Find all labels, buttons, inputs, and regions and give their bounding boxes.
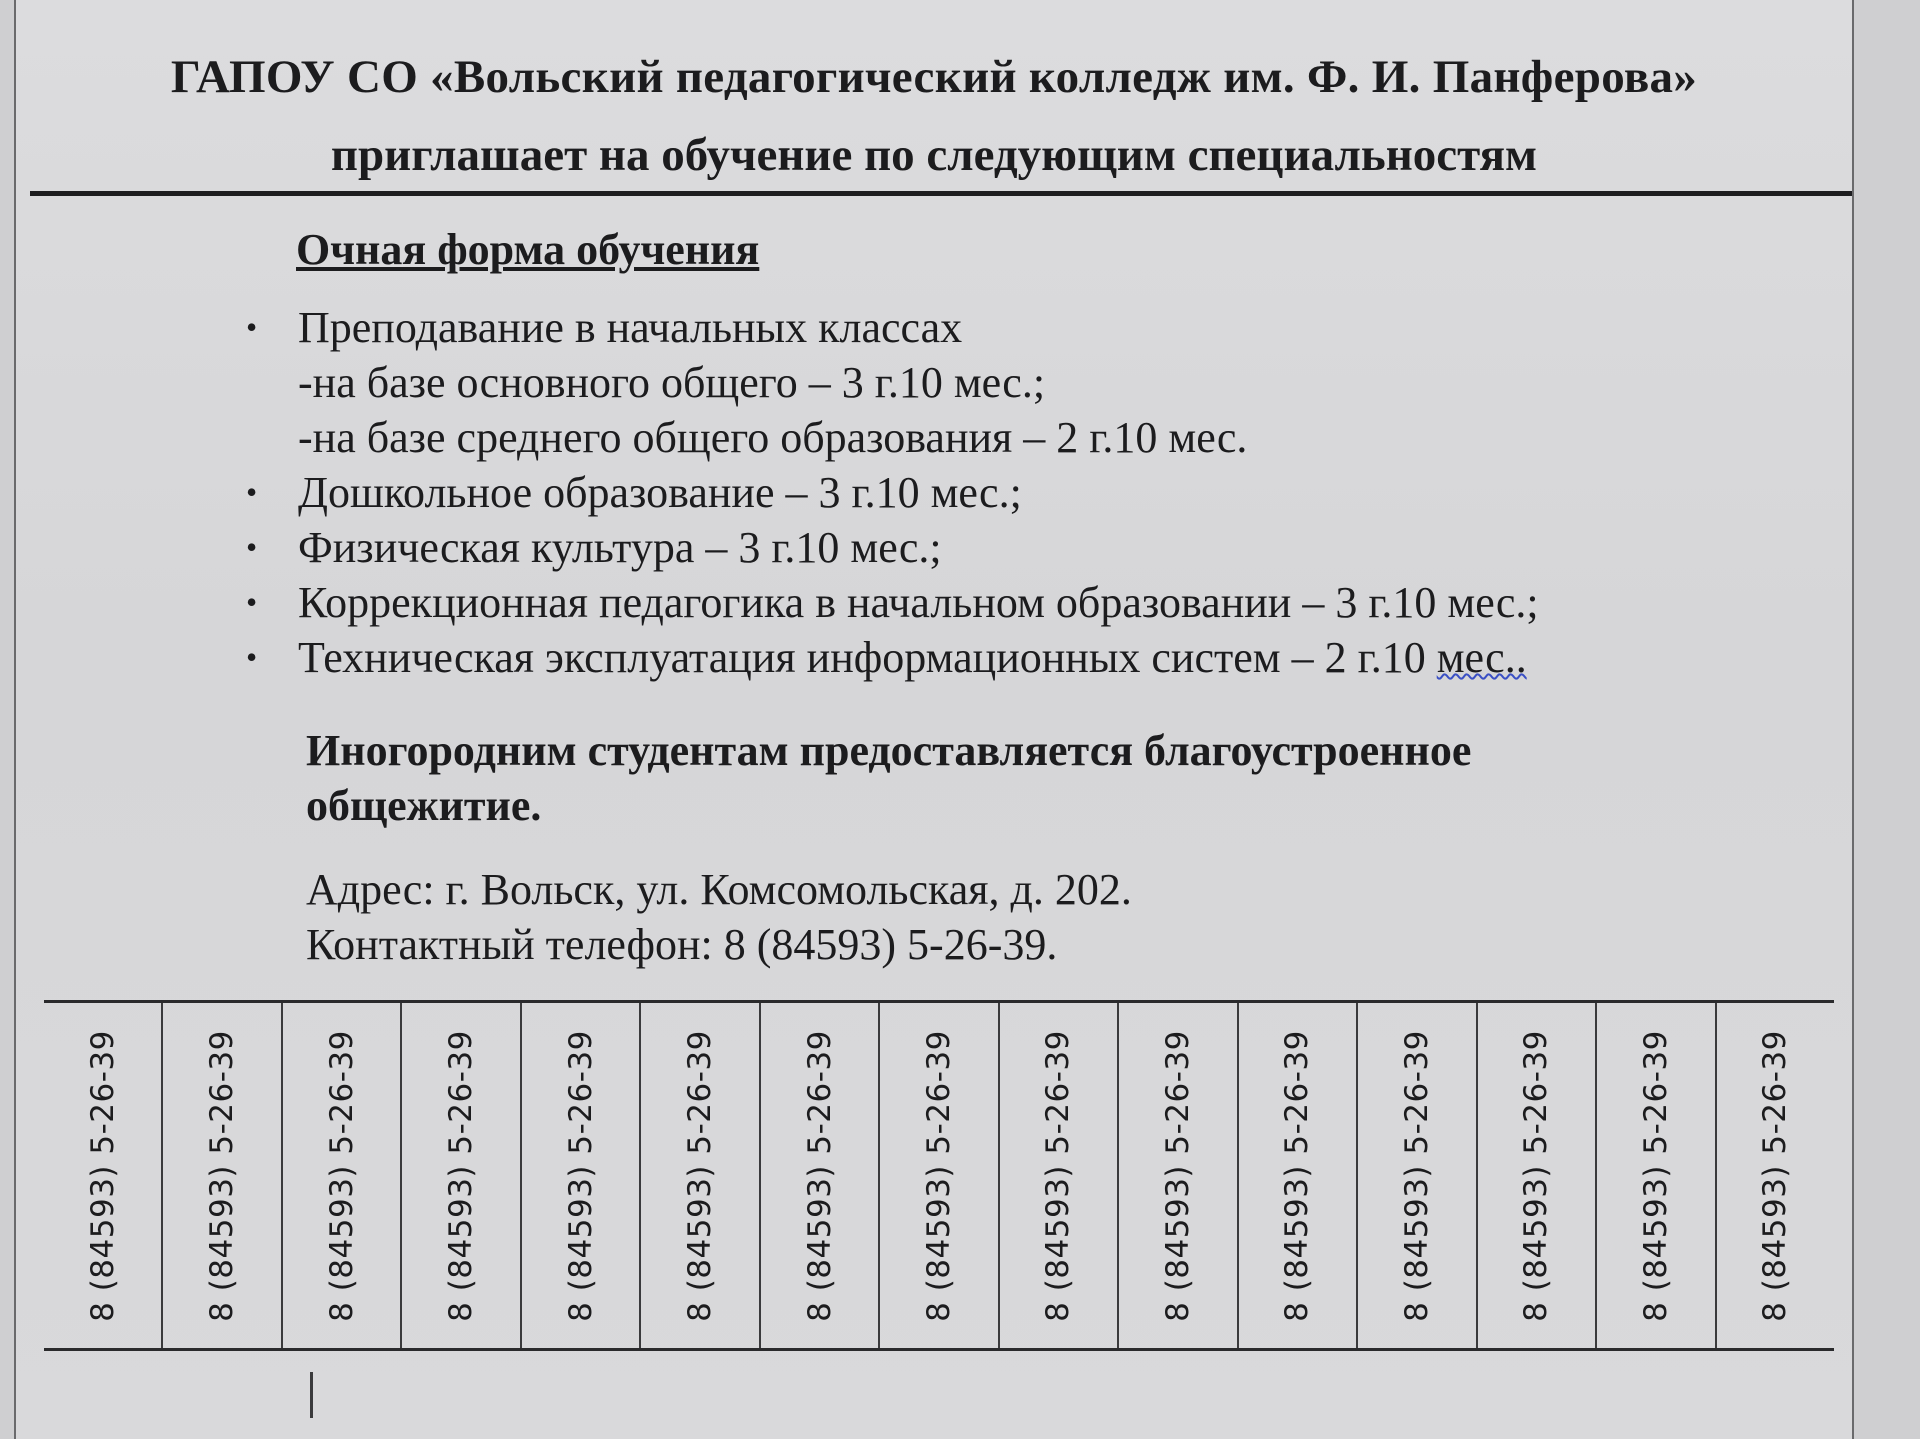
tear-off-strip[interactable]: [998, 1003, 1117, 1348]
tear-off-phone: 8 (84593) 5-26-39: [323, 1029, 360, 1322]
program-list: [236, 300, 1539, 685]
tear-off-strip[interactable]: [639, 1003, 758, 1348]
text-cursor: [310, 1372, 313, 1418]
tear-off-phone: 8 (84593) 5-26-39: [1518, 1029, 1555, 1322]
tear-off-strip[interactable]: [878, 1003, 997, 1348]
tear-off-phone: 8 (84593) 5-26-39: [1398, 1029, 1435, 1322]
program-detail: -на базе среднего общего образования – 2 г.10 мес.: [298, 413, 1248, 462]
bullet-icon: •: [246, 529, 258, 565]
tear-off-strip[interactable]: [1715, 1003, 1834, 1348]
tear-off-strips: [44, 1000, 1834, 1351]
program-detail: -на базе основного общего – 3 г.10 мес.;: [298, 358, 1046, 407]
tear-off-phone: 8 (84593) 5-26-39: [921, 1029, 958, 1322]
tear-off-phone: 8 (84593) 5-26-39: [84, 1029, 121, 1322]
program-name: Техническая эксплуатация информационных систем – 2 г.10: [298, 633, 1437, 682]
contact-block: [306, 862, 1132, 972]
tear-off-strip[interactable]: [1356, 1003, 1475, 1348]
program-name: Дошкольное образование – 3 г.10 мес.;: [298, 468, 1022, 517]
program-name: Преподавание в начальных классах: [298, 303, 963, 352]
invitation-line: приглашает на обучение по следующим специальностям: [330, 129, 1538, 181]
tear-off-phone: 8 (84593) 5-26-39: [1159, 1029, 1196, 1322]
tear-off-strip[interactable]: [400, 1003, 519, 1348]
tear-off-phone: 8 (84593) 5-26-39: [1637, 1029, 1674, 1322]
tear-off-strip[interactable]: [44, 1003, 161, 1348]
bullet-icon: •: [246, 309, 258, 345]
tear-off-phone: 8 (84593) 5-26-39: [443, 1029, 480, 1322]
tear-off-strip[interactable]: [1237, 1003, 1356, 1348]
document-page: [14, 0, 1854, 1439]
tear-off-strip[interactable]: [520, 1003, 639, 1348]
phone-line: Контактный телефон: 8 (84593) 5-26-39.: [306, 920, 1058, 969]
program-item: [236, 575, 1539, 630]
tear-off-strip[interactable]: [281, 1003, 400, 1348]
bullet-icon: •: [246, 474, 258, 510]
tear-off-strip[interactable]: [1476, 1003, 1595, 1348]
program-item: [236, 465, 1539, 520]
tear-off-phone: 8 (84593) 5-26-39: [562, 1029, 599, 1322]
document-header: [16, 0, 1852, 196]
program-name: Физическая культура – 3 г.10 мес.;: [298, 523, 942, 572]
tear-off-phone: 8 (84593) 5-26-39: [1757, 1029, 1794, 1322]
tear-off-strip[interactable]: [1117, 1003, 1236, 1348]
tear-off-strip[interactable]: [161, 1003, 280, 1348]
tear-off-phone: 8 (84593) 5-26-39: [801, 1029, 838, 1322]
program-name: Коррекционная педагогика в начальном образовании – 3 г.10 мес.;: [298, 578, 1539, 627]
college-name: ГАПОУ СО «Вольский педагогический колледж им. Ф. И. Панферова»: [170, 51, 1698, 103]
section-title: Очная форма обучения: [296, 225, 760, 274]
program-item: [236, 630, 1539, 685]
tear-off-strip[interactable]: [759, 1003, 878, 1348]
program-item: [236, 520, 1539, 575]
dormitory-note: Иногородним студентам предоставляется благоустроенное общежитие.: [306, 726, 1472, 830]
header-divider: [30, 191, 1852, 196]
address-line: Адрес: г. Вольск, ул. Комсомольская, д. 202.: [306, 865, 1132, 914]
bullet-icon: •: [246, 584, 258, 620]
tear-off-phone: 8 (84593) 5-26-39: [204, 1029, 241, 1322]
program-item: [236, 300, 1539, 465]
tear-off-phone: 8 (84593) 5-26-39: [1040, 1029, 1077, 1322]
spellcheck-flag: мес..: [1436, 633, 1527, 682]
tear-off-phone: 8 (84593) 5-26-39: [682, 1029, 719, 1322]
bullet-icon: •: [246, 639, 258, 675]
tear-off-phone: 8 (84593) 5-26-39: [1279, 1029, 1316, 1322]
tear-off-strip[interactable]: [1595, 1003, 1714, 1348]
